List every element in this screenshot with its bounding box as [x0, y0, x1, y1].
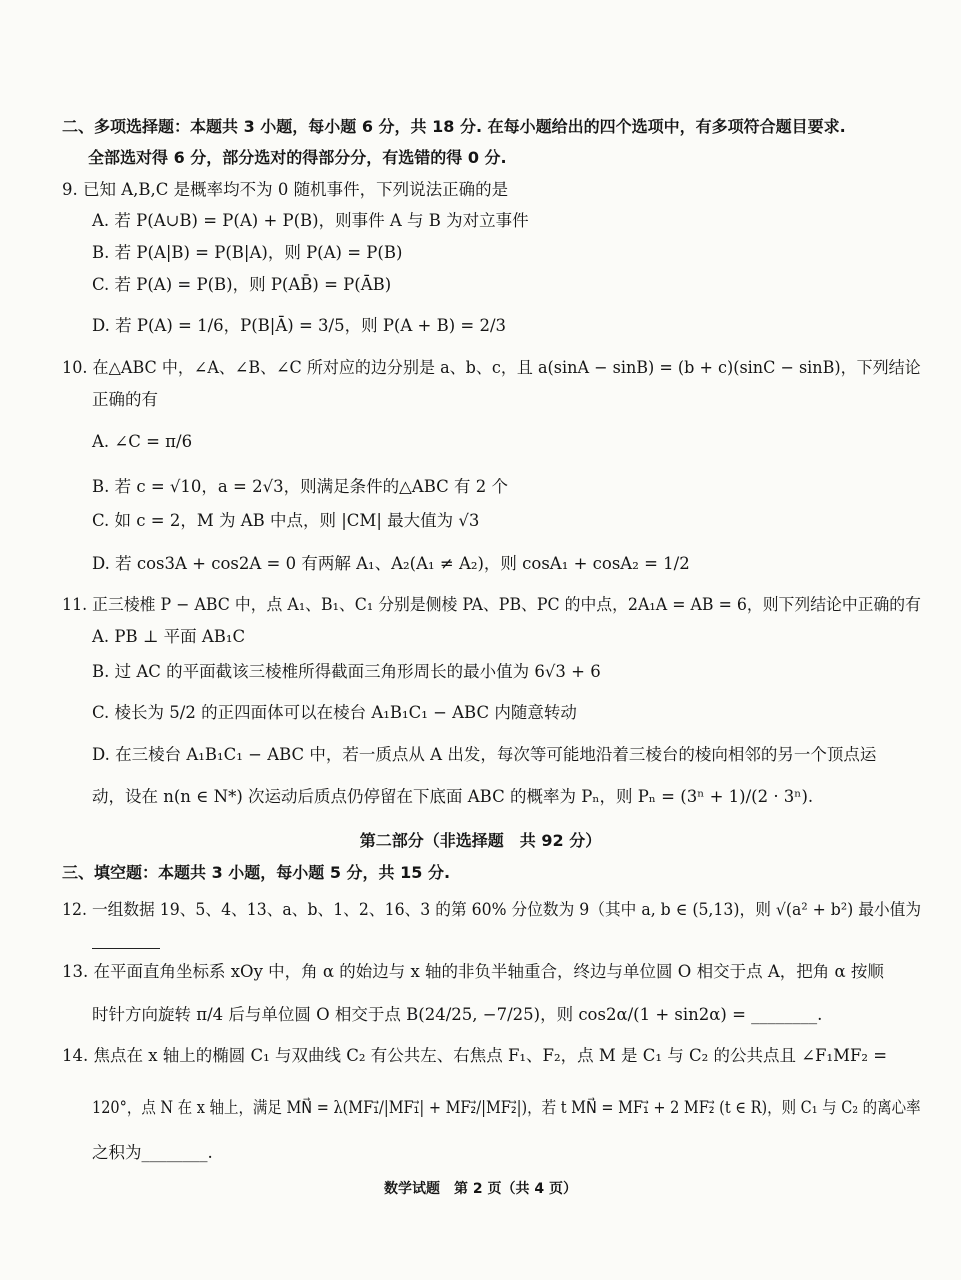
question-13-stem: 13. 在平面直角坐标系 xOy 中，角 α 的始边与 x 轴的非负半轴重合，终边与单位圆 O 相交于点 A，把角 α 按顺	[62, 962, 884, 981]
question-9-option-d: D. 若 P(A) = 1/6，P(B|Ā) = 3/5，则 P(A + B) = 2/3	[92, 316, 507, 335]
section-two-heading-cont: 全部选对得 6 分，部分选对的得部分分，有选错的得 0 分.	[88, 148, 507, 167]
question-14-stem: 14. 焦点在 x 轴上的椭圆 C₁ 与双曲线 C₂ 有公共左、右焦点 F₁、F₂，点 M 是 C₁ 与 C₂ 的公共点且 ∠F₁MF₂ =	[62, 1046, 888, 1065]
question-10-option-a: A. ∠C = π/6	[92, 432, 193, 451]
question-14-stem-end: 之积为________.	[92, 1143, 213, 1162]
page-footer: 数学试题 第 2 页（共 4 页）	[384, 1181, 577, 1197]
question-12-stem: 12. 一组数据 19、5、4、13、a、b、1、2、16、3 的第 60% 分位数为 9（其中 a, b ∈ (5,13)，则 √(a² + b²) 最小值为	[62, 900, 922, 919]
part-two-title: 第二部分（非选择题 共 92 分）	[359, 831, 602, 850]
section-two-heading: 二、多项选择题：本题共 3 小题，每小题 6 分，共 18 分. 在每小题给出的四个选项中，有多项符合题目要求.	[62, 117, 846, 136]
question-10-option-c: C. 如 c = 2，M 为 AB 中点，则 |CM| 最大值为 √3	[92, 511, 480, 530]
question-12-answer-blank	[92, 934, 160, 955]
question-10-stem-cont: 正确的有	[92, 390, 158, 409]
question-11-option-c: C. 棱长为 5/2 的正四面体可以在棱台 A₁B₁C₁ − ABC 内随意转动	[92, 703, 577, 722]
question-14-stem-cont: 120°，点 N 在 x 轴上，满足 MN⃗ = λ(MF₁⃗/|MF₁⃗| + MF₂⃗/|MF₂⃗|)，若 t MN⃗ = MF₁⃗ + 2 MF₂⃗ (t ∈ R)，则 C₁ 与 C₂ 的离心率	[92, 1098, 921, 1117]
question-9-stem: 9. 已知 A,B,C 是概率均不为 0 随机事件，下列说法正确的是	[62, 180, 509, 199]
question-11-option-d: D. 在三棱台 A₁B₁C₁ − ABC 中，若一质点从 A 出发，每次等可能地沿着三棱台的棱向相邻的另一个顶点运	[92, 745, 877, 764]
question-11-stem: 11. 正三棱椎 P − ABC 中，点 A₁、B₁、C₁ 分别是侧棱 PA、PB、PC 的中点，2A₁A = AB = 6，则下列结论中正确的有	[62, 595, 921, 614]
section-three-heading: 三、填空题：本题共 3 小题，每小题 5 分，共 15 分.	[62, 863, 451, 882]
question-10-option-b: B. 若 c = √10，a = 2√3，则满足条件的△ABC 有 2 个	[92, 477, 508, 496]
question-11-option-d-cont: 动，设在 n(n ∈ N*) 次运动后质点仍停留在下底面 ABC 的概率为 Pₙ，则 Pₙ = (3ⁿ + 1)/(2 · 3ⁿ).	[92, 787, 814, 806]
question-9-option-a: A. 若 P(A∪B) = P(A) + P(B)，则事件 A 与 B 为对立事件	[92, 211, 529, 230]
question-11-option-b: B. 过 AC 的平面截该三棱椎所得截面三角形周长的最小值为 6√3 + 6	[92, 662, 601, 681]
question-10-option-d: D. 若 cos3A + cos2A = 0 有两解 A₁、A₂(A₁ ≠ A₂)，则 cosA₁ + cosA₂ = 1/2	[92, 554, 690, 573]
question-11-option-a: A. PB ⊥ 平面 AB₁C	[92, 627, 246, 646]
question-13-stem-cont: 时针方向旋转 π/4 后与单位圆 O 相交于点 B(24/25, −7/25)，则 cos2α/(1 + sin2α) = ________.	[92, 1005, 823, 1024]
question-10-stem: 10. 在△ABC 中，∠A、∠B、∠C 所对应的边分别是 a、b、c，且 a(sinA − sinB) = (b + c)(sinC − sinB)，下列结论	[62, 358, 921, 377]
question-9-option-c: C. 若 P(A) = P(B)，则 P(AB̄) = P(ĀB)	[92, 275, 392, 294]
question-9-option-b: B. 若 P(A|B) = P(B|A)，则 P(A) = P(B)	[92, 243, 403, 262]
